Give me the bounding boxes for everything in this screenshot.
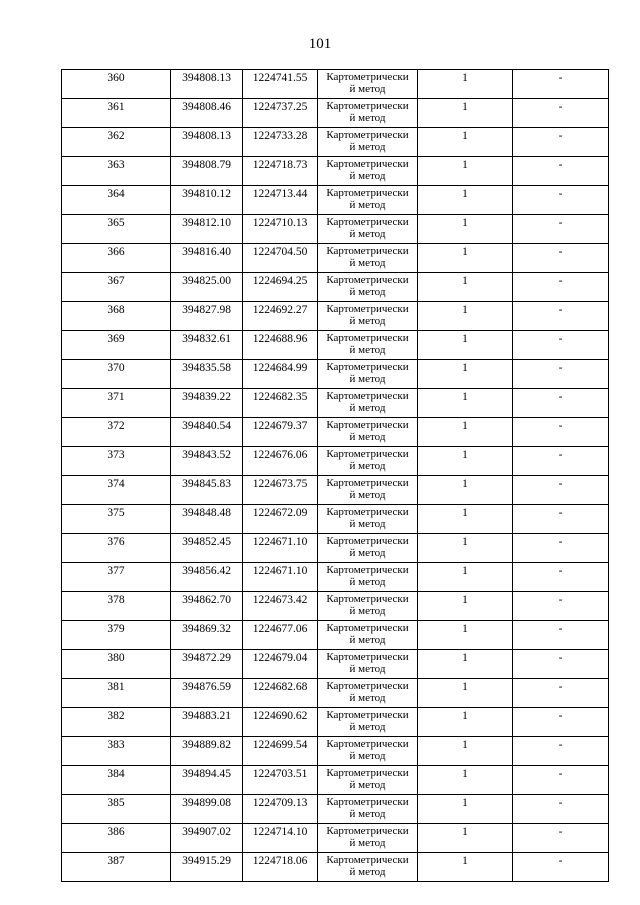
precision-cell: 1	[418, 418, 513, 447]
y-coordinate-cell: 1224694.25	[243, 273, 318, 302]
precision-cell: 1	[418, 824, 513, 853]
description-cell: -	[513, 244, 609, 273]
point-number-cell: 361	[62, 99, 171, 128]
method-cell	[318, 563, 418, 592]
method-cell	[318, 128, 418, 157]
method-cell	[318, 302, 418, 331]
method-cell	[318, 70, 418, 99]
x-coordinate-cell: 394810.12	[171, 186, 243, 215]
method-line-1: Картометрически	[326, 535, 409, 547]
y-coordinate-cell: 1224684.99	[243, 360, 318, 389]
y-coordinate-cell: 1224709.13	[243, 795, 318, 824]
method-line-1: Картометрически	[326, 100, 409, 112]
x-coordinate-cell: 394835.58	[171, 360, 243, 389]
x-coordinate-cell: 394872.29	[171, 650, 243, 679]
method-cell	[318, 418, 418, 447]
method-line-2: й метод	[349, 286, 386, 298]
table-body	[62, 70, 609, 882]
method-line-1: Картометрически	[326, 796, 409, 808]
method-line-2: й метод	[349, 605, 386, 617]
description-cell: -	[513, 505, 609, 534]
description-cell: -	[513, 679, 609, 708]
method-line-2: й метод	[349, 373, 386, 385]
x-coordinate-cell: 394915.29	[171, 853, 243, 882]
description-cell: -	[513, 766, 609, 795]
x-coordinate-cell: 394894.45	[171, 766, 243, 795]
method-cell	[318, 795, 418, 824]
method-line-1: Картометрически	[326, 622, 409, 634]
method-line-2: й метод	[349, 634, 386, 646]
method-line-1: Картометрически	[326, 506, 409, 518]
point-number-cell: 373	[62, 447, 171, 476]
point-number-cell: 368	[62, 302, 171, 331]
method-line-2: й метод	[349, 112, 386, 124]
table-row	[62, 737, 609, 766]
table-row	[62, 679, 609, 708]
table-row	[62, 505, 609, 534]
y-coordinate-cell: 1224690.62	[243, 708, 318, 737]
method-line-2: й метод	[349, 663, 386, 675]
x-coordinate-cell: 394839.22	[171, 389, 243, 418]
method-line-2: й метод	[349, 489, 386, 501]
precision-cell: 1	[418, 563, 513, 592]
point-number-cell: 374	[62, 476, 171, 505]
point-number-cell: 382	[62, 708, 171, 737]
description-cell: -	[513, 128, 609, 157]
y-coordinate-cell: 1224692.27	[243, 302, 318, 331]
method-line-1: Картометрически	[326, 274, 409, 286]
method-cell	[318, 360, 418, 389]
point-number-cell: 378	[62, 592, 171, 621]
point-number-cell: 362	[62, 128, 171, 157]
y-coordinate-cell: 1224679.04	[243, 650, 318, 679]
method-cell	[318, 389, 418, 418]
method-line-1: Картометрически	[326, 448, 409, 460]
method-cell	[318, 650, 418, 679]
y-coordinate-cell: 1224682.35	[243, 389, 318, 418]
table-row	[62, 99, 609, 128]
y-coordinate-cell: 1224737.25	[243, 99, 318, 128]
y-coordinate-cell: 1224733.28	[243, 128, 318, 157]
point-number-cell: 386	[62, 824, 171, 853]
table-row	[62, 215, 609, 244]
table-row	[62, 592, 609, 621]
method-line-2: й метод	[349, 315, 386, 327]
point-number-cell: 370	[62, 360, 171, 389]
method-line-2: й метод	[349, 576, 386, 588]
method-line-1: Картометрически	[326, 767, 409, 779]
precision-cell: 1	[418, 853, 513, 882]
precision-cell: 1	[418, 128, 513, 157]
x-coordinate-cell: 394862.70	[171, 592, 243, 621]
method-cell	[318, 331, 418, 360]
method-cell	[318, 447, 418, 476]
method-line-2: й метод	[349, 170, 386, 182]
method-cell	[318, 621, 418, 650]
precision-cell: 1	[418, 737, 513, 766]
y-coordinate-cell: 1224682.68	[243, 679, 318, 708]
description-cell: -	[513, 70, 609, 99]
x-coordinate-cell: 394808.13	[171, 128, 243, 157]
table-row	[62, 244, 609, 273]
method-line-1: Картометрически	[326, 245, 409, 257]
method-cell	[318, 273, 418, 302]
method-cell	[318, 244, 418, 273]
point-number-cell: 371	[62, 389, 171, 418]
precision-cell: 1	[418, 186, 513, 215]
precision-cell: 1	[418, 215, 513, 244]
point-number-cell: 363	[62, 157, 171, 186]
point-number-cell: 379	[62, 621, 171, 650]
description-cell: -	[513, 447, 609, 476]
precision-cell: 1	[418, 621, 513, 650]
method-line-2: й метод	[349, 518, 386, 530]
description-cell: -	[513, 853, 609, 882]
precision-cell: 1	[418, 157, 513, 186]
y-coordinate-cell: 1224679.37	[243, 418, 318, 447]
method-line-1: Картометрически	[326, 361, 409, 373]
method-line-1: Картометрически	[326, 854, 409, 866]
method-line-2: й метод	[349, 83, 386, 95]
method-line-1: Картометрически	[326, 332, 409, 344]
y-coordinate-cell: 1224741.55	[243, 70, 318, 99]
table-row	[62, 534, 609, 563]
x-coordinate-cell: 394812.10	[171, 215, 243, 244]
method-cell	[318, 737, 418, 766]
y-coordinate-cell: 1224718.73	[243, 157, 318, 186]
method-line-2: й метод	[349, 431, 386, 443]
table-row	[62, 273, 609, 302]
precision-cell: 1	[418, 273, 513, 302]
method-line-1: Картометрически	[326, 158, 409, 170]
y-coordinate-cell: 1224704.50	[243, 244, 318, 273]
point-number-cell: 383	[62, 737, 171, 766]
table-row	[62, 650, 609, 679]
y-coordinate-cell: 1224673.75	[243, 476, 318, 505]
point-number-cell: 380	[62, 650, 171, 679]
description-cell: -	[513, 273, 609, 302]
point-number-cell: 369	[62, 331, 171, 360]
method-line-2: й метод	[349, 779, 386, 791]
method-line-1: Картометрически	[326, 187, 409, 199]
method-line-1: Картометрически	[326, 738, 409, 750]
method-cell	[318, 215, 418, 244]
method-cell	[318, 708, 418, 737]
description-cell: -	[513, 621, 609, 650]
description-cell: -	[513, 737, 609, 766]
y-coordinate-cell: 1224703.51	[243, 766, 318, 795]
method-line-2: й метод	[349, 141, 386, 153]
method-line-1: Картометрически	[326, 825, 409, 837]
method-line-2: й метод	[349, 228, 386, 240]
x-coordinate-cell: 394869.32	[171, 621, 243, 650]
precision-cell: 1	[418, 592, 513, 621]
method-line-1: Картометрически	[326, 390, 409, 402]
page-number: 101	[308, 36, 332, 52]
precision-cell: 1	[418, 650, 513, 679]
point-number-cell: 366	[62, 244, 171, 273]
point-number-cell: 360	[62, 70, 171, 99]
method-cell	[318, 766, 418, 795]
description-cell: -	[513, 824, 609, 853]
method-line-2: й метод	[349, 837, 386, 849]
method-line-2: й метод	[349, 692, 386, 704]
method-line-1: Картометрически	[326, 216, 409, 228]
method-line-2: й метод	[349, 402, 386, 414]
precision-cell: 1	[418, 534, 513, 563]
table-row	[62, 418, 609, 447]
method-cell	[318, 476, 418, 505]
x-coordinate-cell: 394852.45	[171, 534, 243, 563]
table-row	[62, 708, 609, 737]
method-line-1: Картометрически	[326, 303, 409, 315]
table-row	[62, 853, 609, 882]
point-number-cell: 384	[62, 766, 171, 795]
method-line-1: Картометрически	[326, 71, 409, 83]
y-coordinate-cell: 1224699.54	[243, 737, 318, 766]
table-row	[62, 360, 609, 389]
description-cell: -	[513, 534, 609, 563]
precision-cell: 1	[418, 505, 513, 534]
x-coordinate-cell: 394808.46	[171, 99, 243, 128]
x-coordinate-cell: 394848.48	[171, 505, 243, 534]
y-coordinate-cell: 1224718.06	[243, 853, 318, 882]
point-number-cell: 364	[62, 186, 171, 215]
table-row	[62, 302, 609, 331]
precision-cell: 1	[418, 679, 513, 708]
precision-cell: 1	[418, 708, 513, 737]
method-cell	[318, 186, 418, 215]
point-number-cell: 367	[62, 273, 171, 302]
table-row	[62, 186, 609, 215]
method-line-2: й метод	[349, 257, 386, 269]
method-cell	[318, 157, 418, 186]
precision-cell: 1	[418, 99, 513, 128]
x-coordinate-cell: 394907.02	[171, 824, 243, 853]
description-cell: -	[513, 795, 609, 824]
x-coordinate-cell: 394816.40	[171, 244, 243, 273]
coordinates-table	[61, 69, 609, 882]
table-row	[62, 766, 609, 795]
description-cell: -	[513, 157, 609, 186]
y-coordinate-cell: 1224672.09	[243, 505, 318, 534]
description-cell: -	[513, 592, 609, 621]
method-cell	[318, 824, 418, 853]
x-coordinate-cell: 394876.59	[171, 679, 243, 708]
y-coordinate-cell: 1224713.44	[243, 186, 318, 215]
precision-cell: 1	[418, 476, 513, 505]
y-coordinate-cell: 1224714.10	[243, 824, 318, 853]
method-cell	[318, 679, 418, 708]
x-coordinate-cell: 394808.13	[171, 70, 243, 99]
description-cell: -	[513, 418, 609, 447]
point-number-cell: 377	[62, 563, 171, 592]
table-row	[62, 331, 609, 360]
precision-cell: 1	[418, 795, 513, 824]
precision-cell: 1	[418, 389, 513, 418]
method-cell	[318, 99, 418, 128]
method-line-2: й метод	[349, 199, 386, 211]
description-cell: -	[513, 563, 609, 592]
table-row	[62, 824, 609, 853]
description-cell: -	[513, 186, 609, 215]
description-cell: -	[513, 389, 609, 418]
x-coordinate-cell: 394856.42	[171, 563, 243, 592]
method-line-1: Картометрически	[326, 419, 409, 431]
point-number-cell: 387	[62, 853, 171, 882]
precision-cell: 1	[418, 331, 513, 360]
x-coordinate-cell: 394827.98	[171, 302, 243, 331]
x-coordinate-cell: 394889.82	[171, 737, 243, 766]
method-cell	[318, 853, 418, 882]
x-coordinate-cell: 394843.52	[171, 447, 243, 476]
y-coordinate-cell: 1224688.96	[243, 331, 318, 360]
x-coordinate-cell: 394832.61	[171, 331, 243, 360]
point-number-cell: 375	[62, 505, 171, 534]
point-number-cell: 381	[62, 679, 171, 708]
y-coordinate-cell: 1224677.06	[243, 621, 318, 650]
x-coordinate-cell: 394825.00	[171, 273, 243, 302]
method-line-2: й метод	[349, 808, 386, 820]
table-row	[62, 563, 609, 592]
y-coordinate-cell: 1224710.13	[243, 215, 318, 244]
method-line-1: Картометрически	[326, 593, 409, 605]
precision-cell: 1	[418, 70, 513, 99]
method-line-2: й метод	[349, 866, 386, 878]
precision-cell: 1	[418, 447, 513, 476]
x-coordinate-cell: 394883.21	[171, 708, 243, 737]
description-cell: -	[513, 215, 609, 244]
x-coordinate-cell: 394840.54	[171, 418, 243, 447]
table-row	[62, 476, 609, 505]
method-line-1: Картометрически	[326, 709, 409, 721]
y-coordinate-cell: 1224671.10	[243, 563, 318, 592]
method-line-2: й метод	[349, 547, 386, 559]
method-line-2: й метод	[349, 750, 386, 762]
description-cell: -	[513, 476, 609, 505]
method-line-1: Картометрически	[326, 680, 409, 692]
method-cell	[318, 534, 418, 563]
table-row	[62, 157, 609, 186]
point-number-cell: 372	[62, 418, 171, 447]
x-coordinate-cell: 394845.83	[171, 476, 243, 505]
description-cell: -	[513, 708, 609, 737]
method-line-1: Картометрически	[326, 564, 409, 576]
precision-cell: 1	[418, 244, 513, 273]
description-cell: -	[513, 650, 609, 679]
y-coordinate-cell: 1224673.42	[243, 592, 318, 621]
table-row	[62, 447, 609, 476]
y-coordinate-cell: 1224671.10	[243, 534, 318, 563]
table-row	[62, 70, 609, 99]
x-coordinate-cell: 394899.08	[171, 795, 243, 824]
precision-cell: 1	[418, 766, 513, 795]
description-cell: -	[513, 99, 609, 128]
method-line-1: Картометрически	[326, 129, 409, 141]
table-row	[62, 128, 609, 157]
point-number-cell: 376	[62, 534, 171, 563]
table-row	[62, 621, 609, 650]
table-row	[62, 795, 609, 824]
method-cell	[318, 505, 418, 534]
method-line-2: й метод	[349, 721, 386, 733]
description-cell: -	[513, 331, 609, 360]
point-number-cell: 385	[62, 795, 171, 824]
y-coordinate-cell: 1224676.06	[243, 447, 318, 476]
point-number-cell: 365	[62, 215, 171, 244]
method-line-1: Картометрически	[326, 477, 409, 489]
precision-cell: 1	[418, 360, 513, 389]
method-cell	[318, 592, 418, 621]
method-line-1: Картометрически	[326, 651, 409, 663]
precision-cell: 1	[418, 302, 513, 331]
x-coordinate-cell: 394808.79	[171, 157, 243, 186]
method-line-2: й метод	[349, 344, 386, 356]
table-row	[62, 389, 609, 418]
method-line-2: й метод	[349, 460, 386, 472]
description-cell: -	[513, 302, 609, 331]
description-cell: -	[513, 360, 609, 389]
